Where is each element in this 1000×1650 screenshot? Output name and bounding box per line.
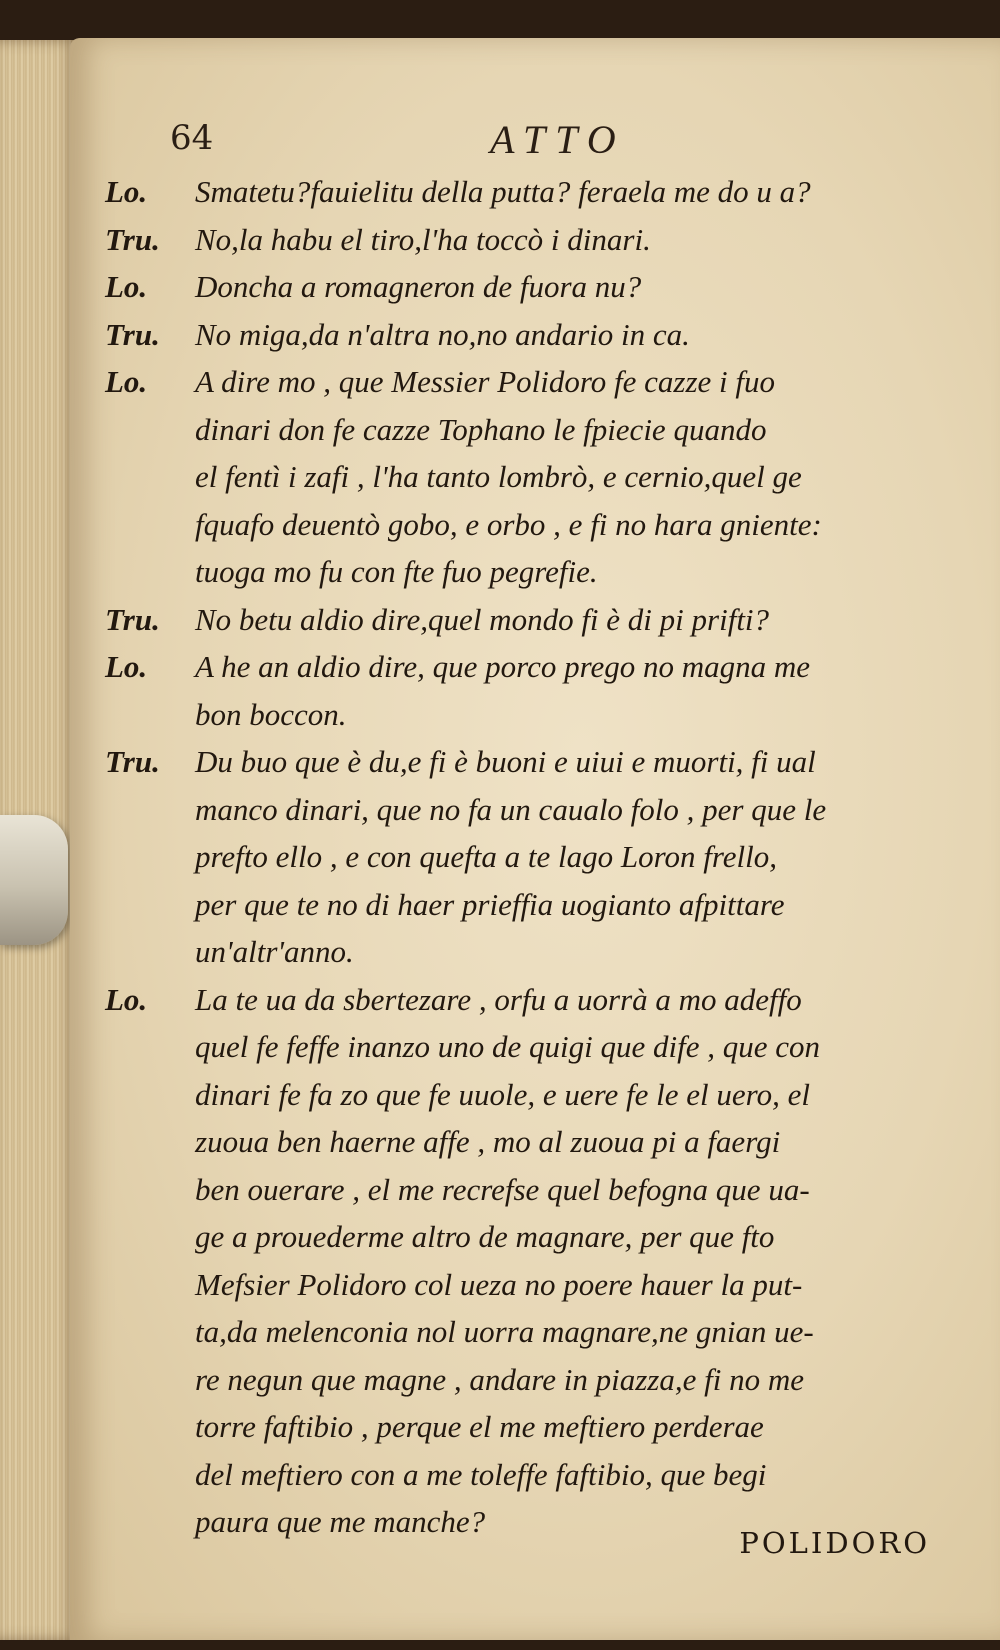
speech-text [195,168,985,216]
text-line: el fentì i zafi , l'ha tanto lombrò, e cernio,quel ge [195,459,802,494]
speech-text [195,263,985,311]
text-line: fquafo deuentò gobo, e orbo , e fi no hara gniente: [195,506,822,542]
page-clip-holder [0,815,68,945]
speech-block [105,596,985,644]
text-line: bon boccon. [195,696,347,732]
dialogue-text [105,168,985,1546]
text-line: paura que me manche? [195,1504,486,1539]
speaker-label: Tru. [105,221,160,257]
text-line: No betu aldio dire,quel mondo fi è di pi prifti? [195,601,770,637]
text-line: dinari fe fa zo que fe uuole, e uere fe le el uero, el [195,1076,810,1112]
text-line: A dire mo , que Messier Polidoro fe cazze i fuo [195,364,776,399]
speech-block [105,311,985,359]
text-line: Smatetu?fauielitu della putta? feraela me do u a? [195,174,811,209]
text-line: ge a prouederme altro de magnare, per que fto [195,1219,775,1254]
speech-text [195,216,985,264]
speech-block [105,216,985,264]
speaker-label: Tru. [105,601,160,637]
text-line: dinari don fe cazze Tophano le fpiecie quando [195,411,767,447]
speech-text [195,596,985,644]
text-line: La te ua da sbertezare , orfu a uorrà a mo adeffo [195,981,802,1017]
speaker-label: Tru. [105,316,160,352]
speech-block [105,643,985,738]
speech-text [195,358,985,596]
text-line: per que te no di haer prieffia uogianto afpittare [195,886,785,922]
text-line: manco dinari, que no fa un caualo folo , per que le [195,791,827,827]
text-line: Du buo que è du,e fi è buoni e uiui e muorti, fi ual [195,744,816,779]
book-page [70,38,1000,1640]
speech-block [105,168,985,216]
speaker-label: Lo. [105,364,148,399]
page-number: 64 [170,118,214,158]
speech-text [195,976,985,1546]
speech-block [105,358,985,596]
running-head [70,108,1000,168]
speaker-label: Lo. [105,981,148,1017]
text-line: torre faftibio , perque el me meftiero perderae [195,1409,764,1444]
text-line: tuoga mo fu con fte fuo pegrefie. [195,554,598,589]
speech-block [105,263,985,311]
text-line: quel fe feffe inanzo uno de quigi que dife , que con [195,1029,821,1064]
speaker-label: Lo. [105,649,148,684]
speech-text [195,311,985,359]
speaker-label: Lo. [105,174,148,209]
speaker-label: Lo. [105,269,148,304]
speaker-label: Tru. [105,744,160,779]
text-line: re negun que magne , andare in piazza,e fi no me [195,1361,804,1397]
text-line: del meftiero con a me toleffe faftibio, que begi [195,1456,767,1492]
text-line: un'altr'anno. [195,934,354,969]
catchword: POLIDORO [739,1526,930,1560]
act-heading: ATTO [490,117,626,162]
speech-block [105,976,985,1546]
text-line: Mefsier Polidoro col ueza no poere hauer la put- [195,1266,803,1302]
speech-block [105,738,985,976]
text-line: zuoua ben haerne affe , mo al zuoua pi a faergi [195,1124,781,1159]
text-line: No miga,da n'altra no,no andario in ca. [195,316,690,352]
text-line: Doncha a romagneron de fuora nu? [195,269,642,304]
text-line: A he an aldio dire, que porco prego no magna me [195,649,811,684]
text-line: No,la habu el tiro,l'ha toccò i dinari. [195,221,651,257]
speech-text [195,643,985,738]
text-line: ben ouerare , el me recrefse quel befogna que ua- [195,1171,810,1207]
text-line: prefto ello , e con quefta a te lago Loron frello, [195,839,778,874]
speech-text [195,738,985,976]
text-line: ta,da melenconia nol uorra magnare,ne gnian ue- [195,1314,814,1349]
